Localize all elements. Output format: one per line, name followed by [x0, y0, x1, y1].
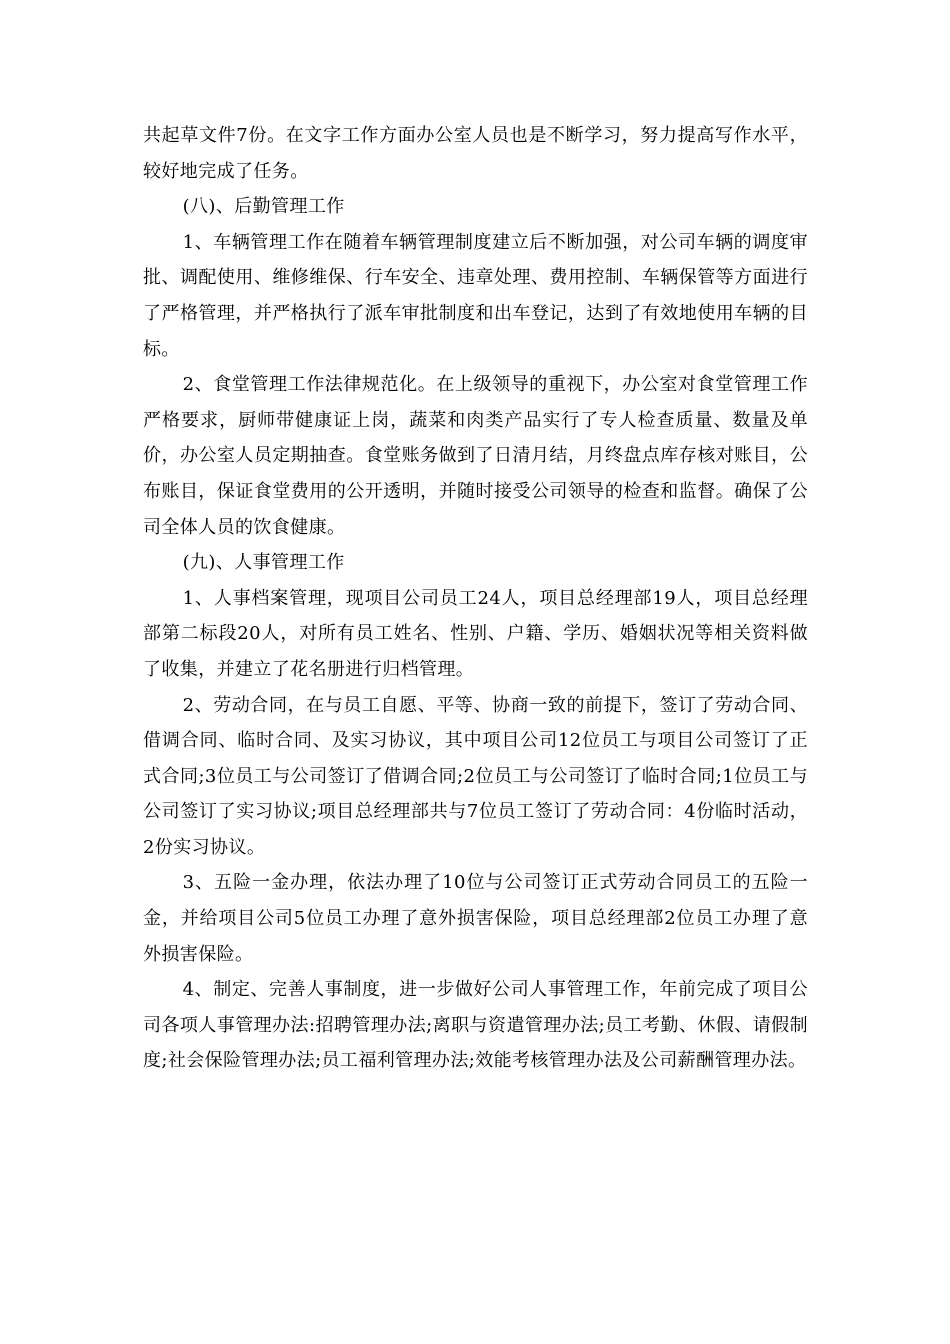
paragraph-canteen-management: 2、食堂管理工作法律规范化。在上级领导的重视下，办公室对食堂管理工作严格要求，厨师带健康证上岗，蔬菜和肉类产品实行了专人检查质量、数量及单价，办公室人员定期抽查。食堂账务做到了日清月结，月终盘点库存核对账目，公布账目，保证食堂费用的公开透明，并随时接受公司领导的检查和监督。确保了公司全体人员的饮食健康。: [143, 374, 808, 538]
paragraph-writing-summary: 共起草文件7份。在文字工作方面办公室人员也是不断学习，努力提高写作水平，较好地完成了任务。: [143, 125, 808, 182]
section-heading-logistics: (八)、后勤管理工作: [182, 196, 345, 218]
paragraph-labor-contracts: 2、劳动合同，在与员工自愿、平等、协商一致的前提下，签订了劳动合同、借调合同、临时合同、及实习协议，其中项目公司12位员工与项目公司签订了正式合同;3位员工与公司签订了借调合同;2位员工与公司签订了临时合同;1位员工与公司签订了实习协议;项目总经理部共与7位员工签订了劳动合同：4份临时活动，2份实习协议。: [143, 694, 808, 858]
paragraph-personnel-files: 1、人事档案管理，现项目公司员工24人，项目总经理部19人，项目总经理部第二标段20人，对所有员工姓名、性别、户籍、学历、婚姻状况等相关资料做了收集，并建立了花名册进行归档管理。: [143, 587, 808, 680]
paragraph-vehicle-management: 1、车辆管理工作在随着车辆管理制度建立后不断加强，对公司车辆的调度审批、调配使用、维修维保、行车安全、违章处理、费用控制、车辆保管等方面进行了严格管理，并严格执行了派车审批制度和出车登记，达到了有效地使用车辆的目标。: [143, 231, 808, 360]
document-body: [143, 118, 808, 1079]
paragraph-social-insurance: 3、五险一金办理，依法办理了10位与公司签订正式劳动合同员工的五险一金，并给项目公司5位员工办理了意外损害保险，项目总经理部2位员工办理了意外损害保险。: [143, 872, 808, 965]
paragraph-hr-policies: 4、制定、完善人事制度，进一步做好公司人事管理工作，年前完成了项目公司各项人事管理办法:招聘管理办法;离职与资遣管理办法;员工考勤、休假、请假制度;社会保险管理办法;员工福利管理办法;效能考核管理办法及公司薪酬管理办法。: [143, 979, 808, 1072]
section-heading-personnel: (九)、人事管理工作: [182, 552, 345, 574]
